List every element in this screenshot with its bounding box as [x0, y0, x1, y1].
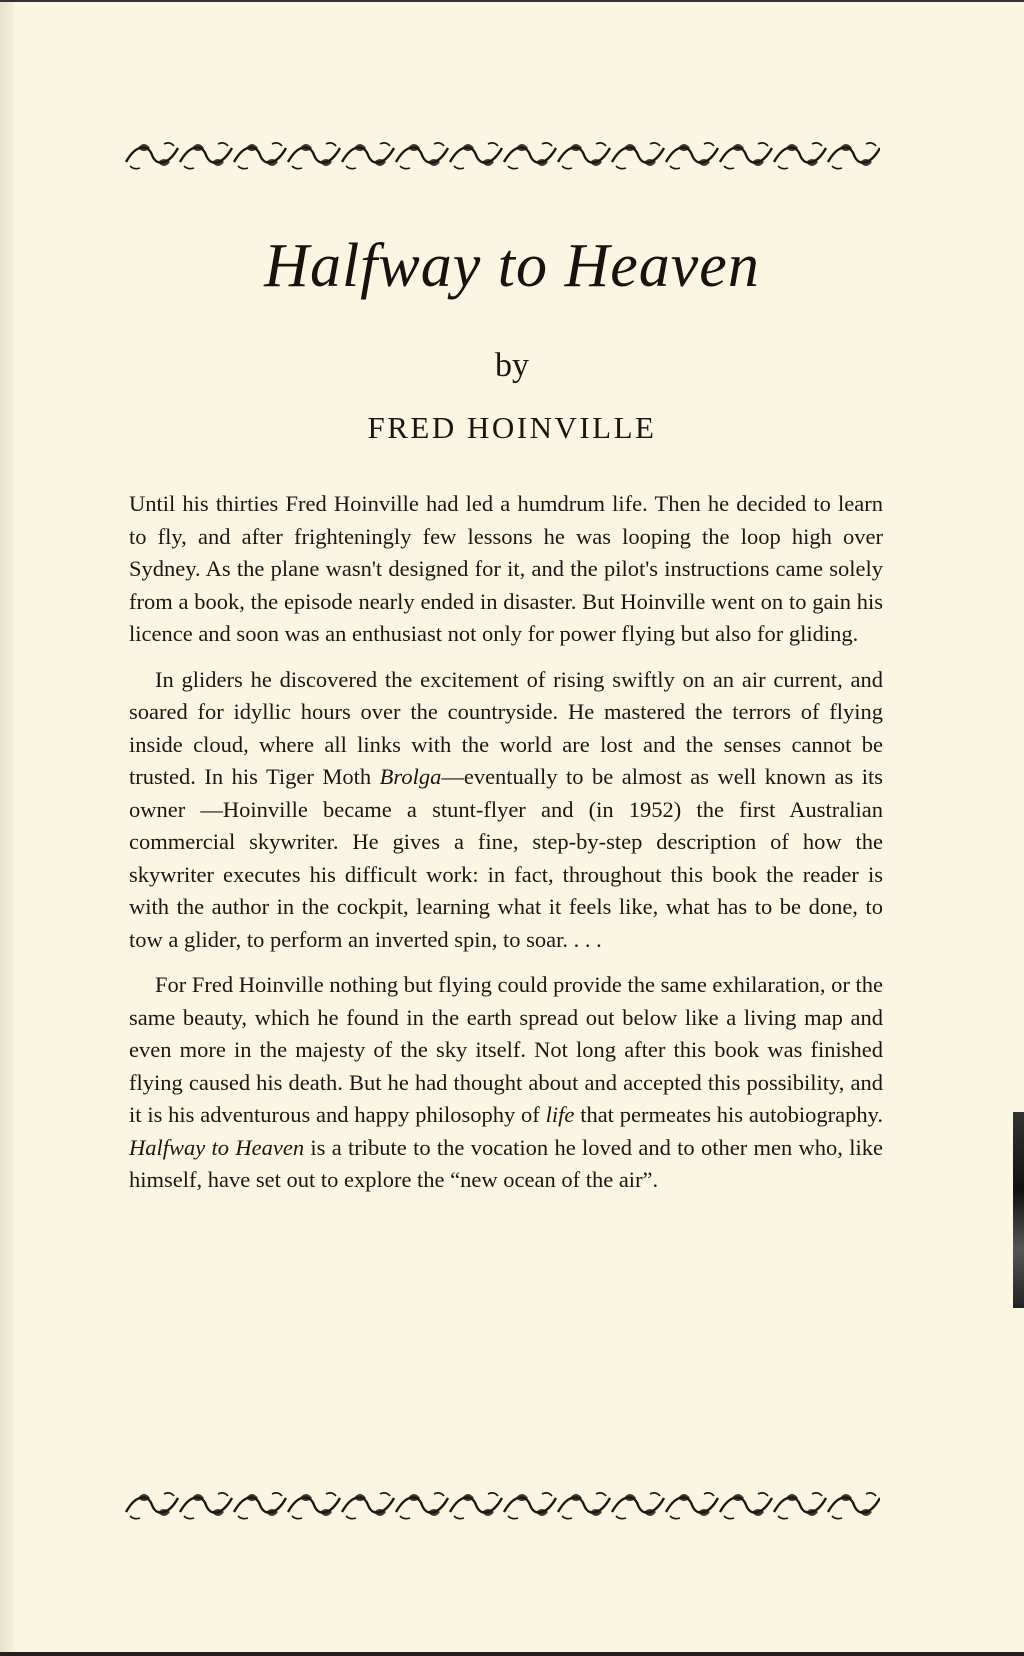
blurb-p1-text: Until his thirties Fred Hoinville had led a humdrum life. Then he decided to learn to fly, and after frighteningly few lessons he was looping the loop high over Sydney. As the plane wasn't designed for it, and the pilot's instructions came solely from a book, the episode nearly ended in disaster. But Hoinville went on to gain his licence and soon was an enthusiast not only for power flying but also for gliding.	[129, 491, 883, 646]
blurb-p2-text-a: In gliders he discovered the excitement of rising swiftly on an air current, and soared for idyllic hours over the countryside. He mastered the terrors of flying inside cloud, where all links with the world are lost and the senses cannot be trusted. In his Tiger Moth	[129, 666, 883, 789]
scroll-ornament-top-icon	[124, 138, 880, 172]
ornament-motif	[288, 1493, 340, 1519]
ornament-motif	[666, 143, 718, 169]
ornament-motif	[666, 1493, 718, 1519]
italic-life: life	[545, 1102, 575, 1127]
blurb-paragraph-3	[129, 969, 883, 1197]
ornament-motif	[288, 143, 340, 169]
ornament-motif	[504, 143, 556, 169]
ornament-motif	[234, 1493, 286, 1519]
ornament-motif	[720, 143, 772, 169]
ornament-motif	[612, 1493, 664, 1519]
ornament-motif	[126, 1493, 178, 1519]
blurb-text	[129, 488, 883, 1210]
blurb-paragraph-1	[129, 488, 883, 651]
ornament-motif	[612, 143, 664, 169]
book-title: Halfway to Heaven	[264, 232, 760, 300]
ornament-motif	[774, 143, 826, 169]
ornament-motif	[828, 143, 880, 169]
ornament-motif	[450, 1493, 502, 1519]
bottom-edge-line	[0, 1652, 1024, 1656]
ornament-motif	[396, 143, 448, 169]
scroll-ornament-bottom-icon	[124, 1488, 880, 1522]
ornament-motif	[180, 143, 232, 169]
ornament-motif	[828, 1493, 880, 1519]
ornament-motif	[720, 1493, 772, 1519]
blurb-p3-text-b: that permeates his autobiography.	[574, 1102, 884, 1127]
ornament-motif	[180, 1493, 232, 1519]
ornament-motif	[504, 1493, 556, 1519]
blurb-p2-text-b: —eventually to be almost as well known as its owner —Hoinville became a stunt-flyer and (in 1952) the first Australian commercial skywriter. He gives a fine, step-by-step description of how the skywriter executes his difficult work: in fact, throughout this book the reader is with the author in the cockpit, learning what it feels like, what has to be done, to tow a glider, to perform an inverted spin, to soar. . . .	[129, 764, 883, 952]
ornament-motif	[234, 143, 286, 169]
ornament-motif	[126, 143, 178, 169]
ornament-motif	[450, 143, 502, 169]
right-edge-mark	[1013, 1112, 1024, 1308]
plane-name: Brolga	[379, 764, 442, 789]
blurb-p3-text-a: For Fred Hoinville nothing but flying could provide the same exhilaration, or the same beauty, which he found in the earth spread out below like a living map and even more in the majesty of the sky itself. Not long after this book was finished flying caused his death. But he had thought about and accepted this possibility, and it is his adventurous and happy philosophy of	[129, 972, 883, 1127]
ornament-motif	[558, 143, 610, 169]
blurb-p3-text-c: is a tribute to the vocation he loved and to other men who, like himself, have set out to explore the “new ocean of the air”.	[129, 1134, 883, 1192]
byline-by: by	[495, 347, 529, 384]
ornament-motif	[396, 1493, 448, 1519]
blurb-paragraph-2	[129, 664, 883, 957]
ornament-motif	[342, 143, 394, 169]
ornament-motif	[342, 1493, 394, 1519]
top-edge-line	[0, 0, 1024, 2]
italic-book-title: Halfway to Heaven	[129, 1134, 305, 1160]
author-name: FRED HOINVILLE	[367, 410, 657, 445]
ornament-motif	[558, 1493, 610, 1519]
ornament-motif	[774, 1493, 826, 1519]
